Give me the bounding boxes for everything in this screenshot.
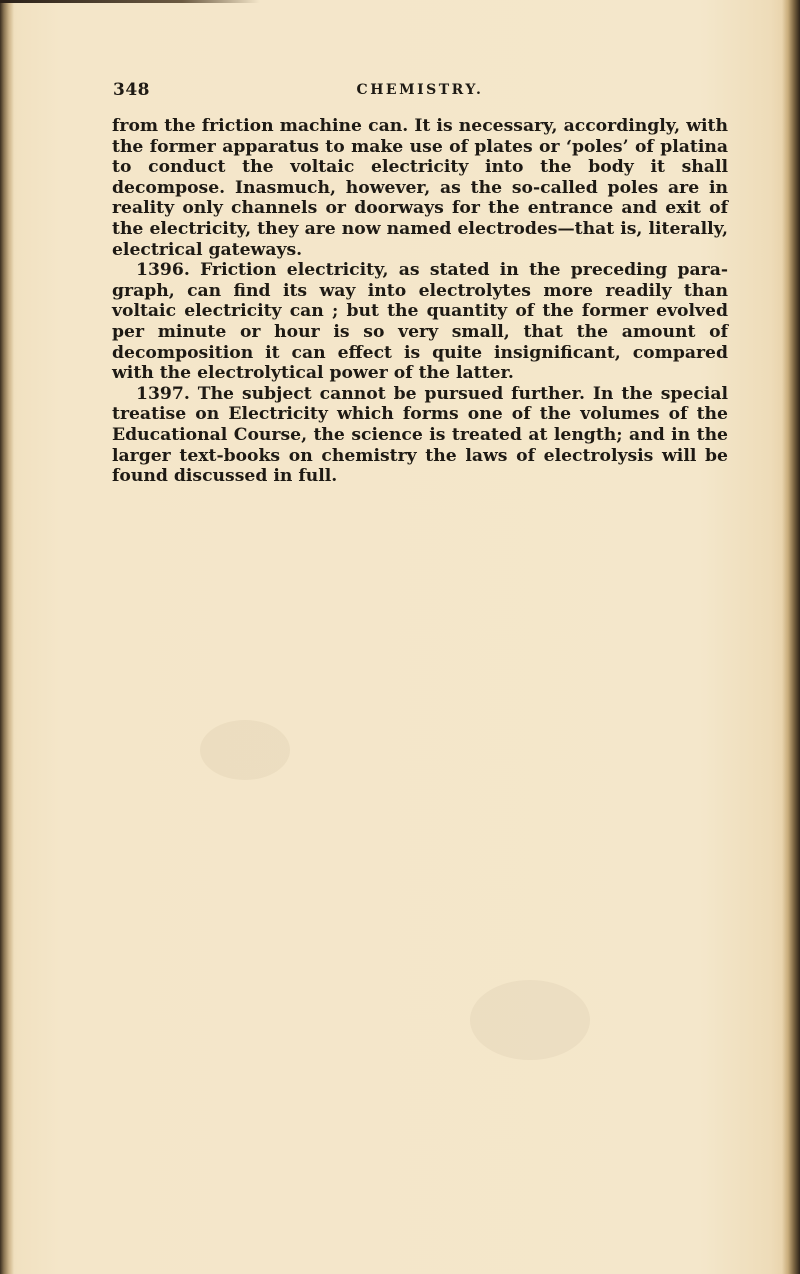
body-text <box>112 116 728 487</box>
page-left-edge-shadow <box>0 0 14 1274</box>
paper-stain <box>470 980 590 1060</box>
page-right-edge-shadow <box>782 0 800 1274</box>
running-head: CHEMISTRY. <box>356 82 484 98</box>
top-edge-mark <box>0 0 260 3</box>
paragraph-1397: 1397. The subject cannot be pursued further. In the special treatise on Electricity which forms one of the volumes of the Educational Course, the science is treated at length; and in the larger text-books on chemistry the laws of electrolysis will be found discussed in full. <box>112 383 728 487</box>
page-header <box>113 80 727 104</box>
paragraph-continuation: from the friction machine can. It is necessary, accordingly, with the former apparatus to make use of plates or ‘poles’ of platina to conduct the voltaic electricity into the body it shall decompose. Inasmuch, however, as the so-called poles are in reality only channels or doorways for the entrance and exit of the electricity, they are now named electrodes—that is, literally, electrical gateways. <box>112 116 728 260</box>
paragraph-1396: 1396. Friction electricity, as stated in the preceding para-graph, can find its way into electrolytes more readily than voltaic electricity can ; but the quantity of the former evolved per minute or hour is so very small, that the amount of decomposition it can effect is quite insignificant, compared with the electrolytical power of the latter. <box>112 260 728 384</box>
paper-stain <box>200 720 290 780</box>
page-number: 348 <box>113 80 150 100</box>
